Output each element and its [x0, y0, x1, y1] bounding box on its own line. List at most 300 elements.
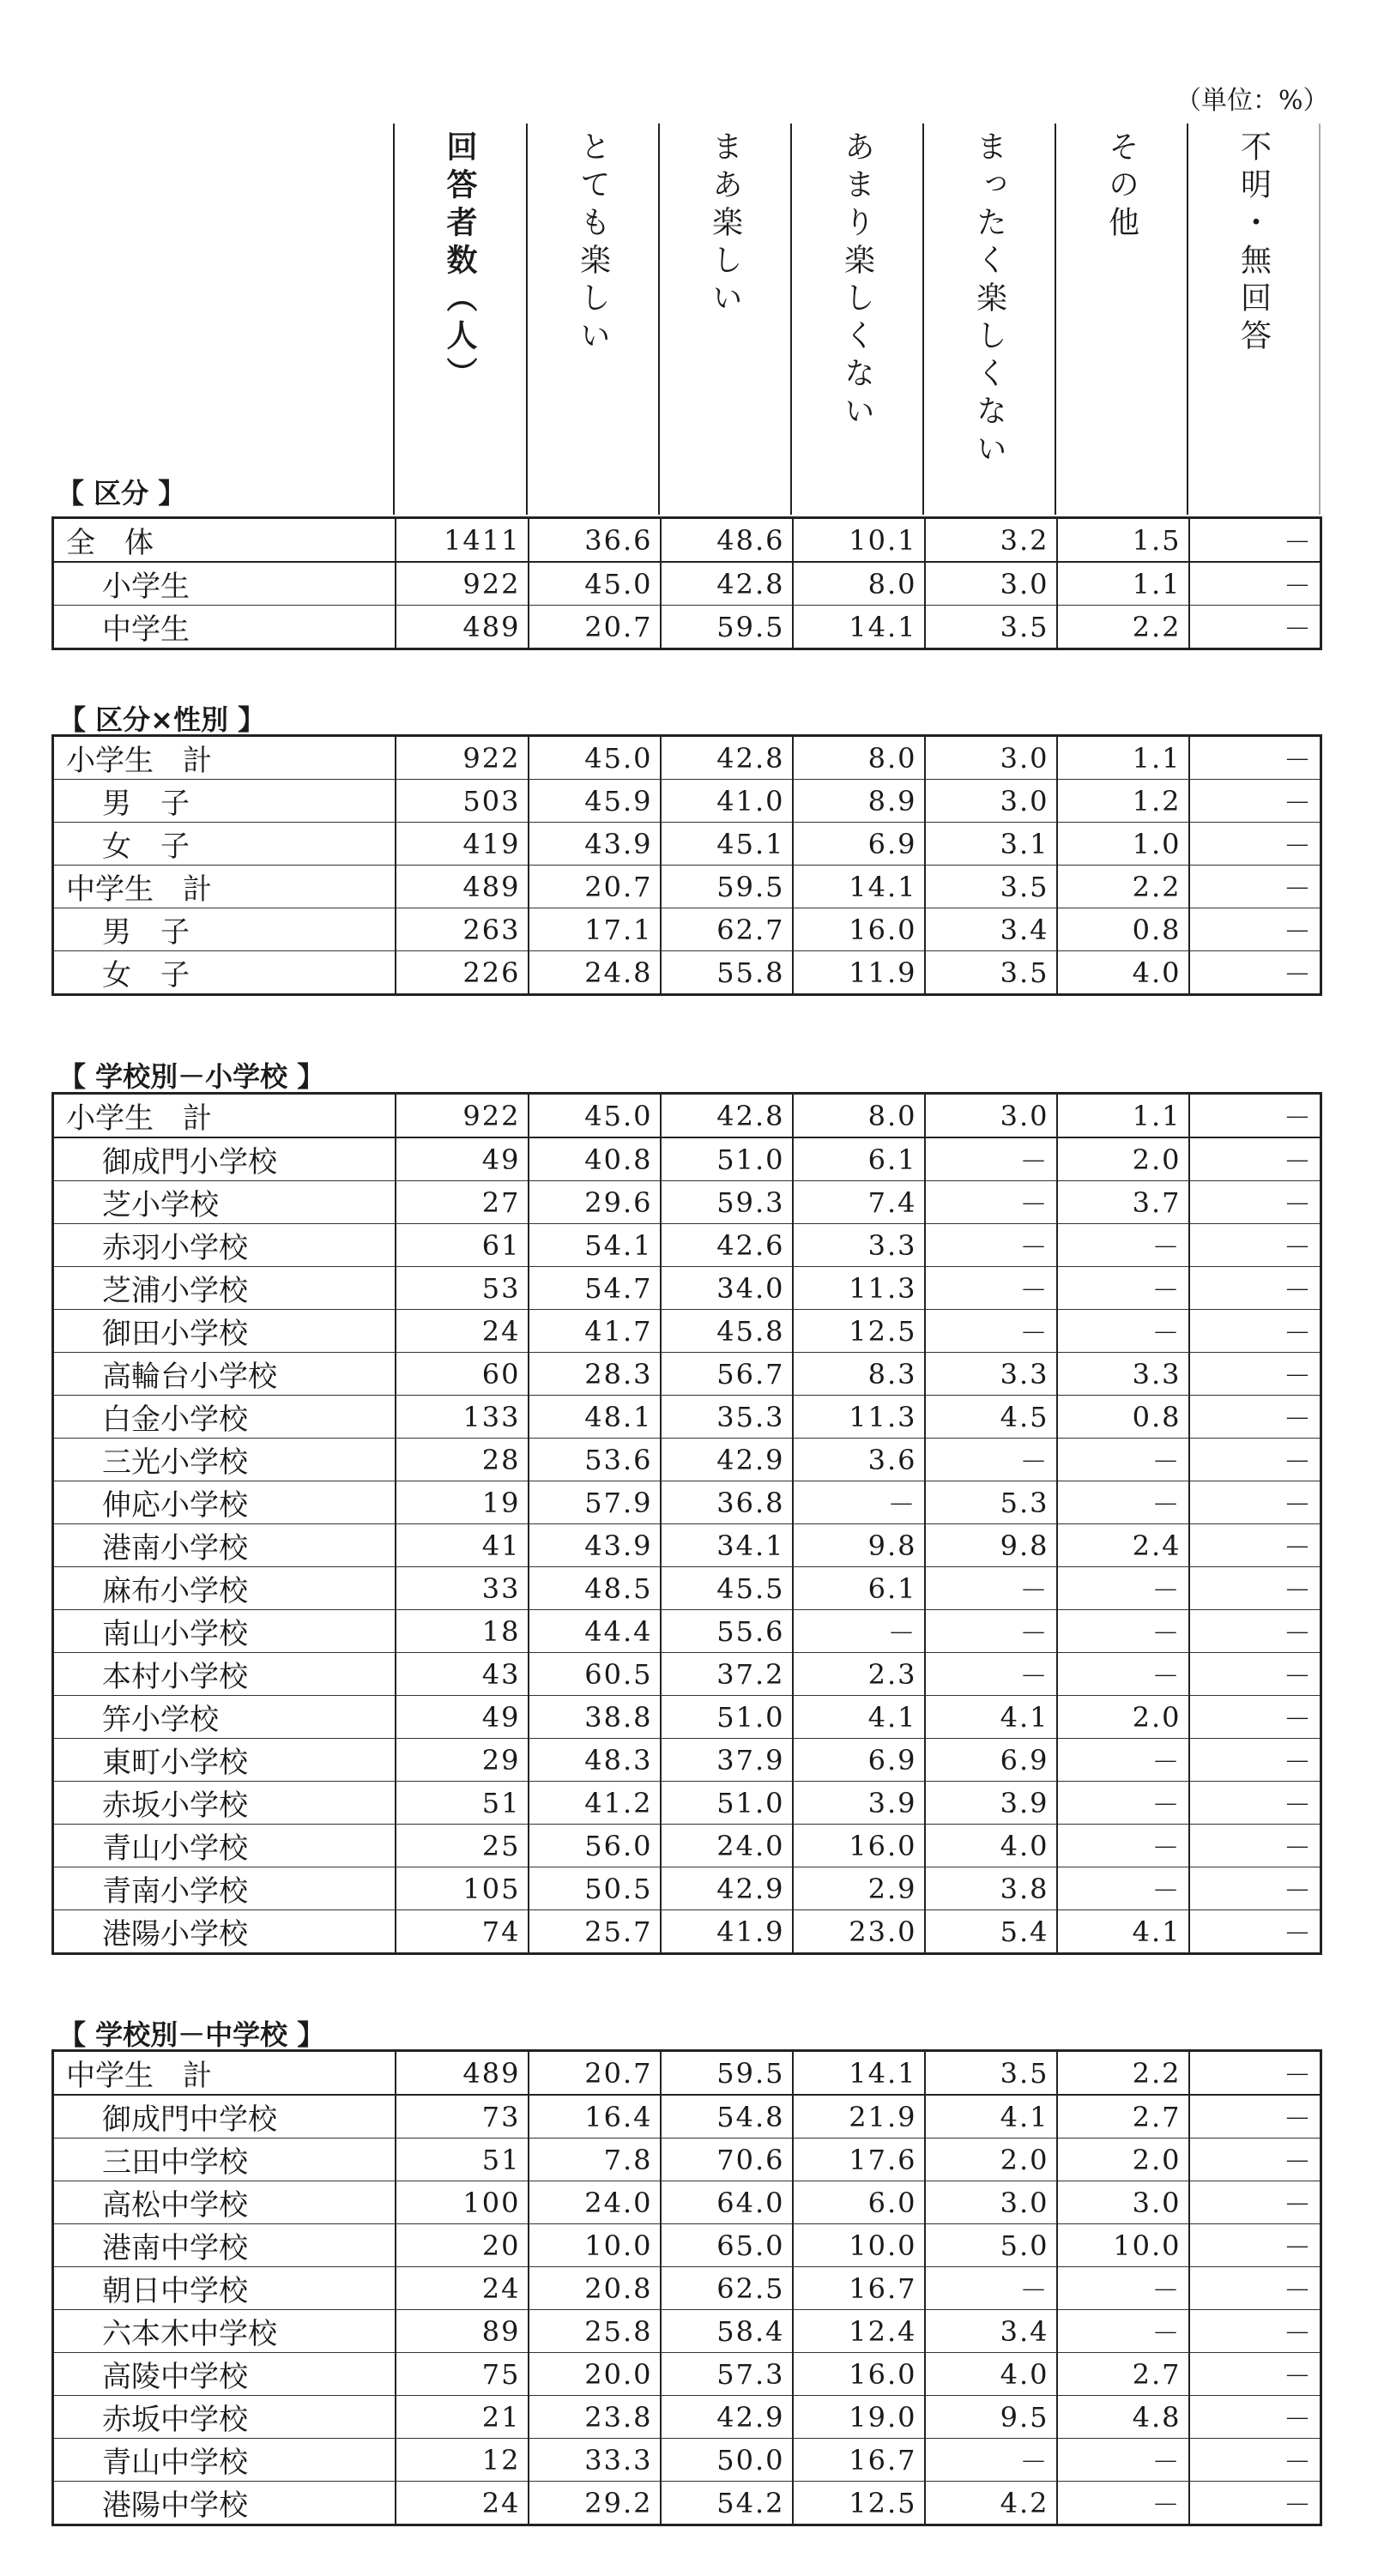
- value-cell: 3.0: [925, 736, 1057, 780]
- value-cell: 10.1: [793, 518, 925, 563]
- value-cell: 24.0: [529, 2181, 661, 2224]
- value-cell: 20: [396, 2224, 529, 2267]
- value-cell: 89: [396, 2310, 529, 2353]
- value-cell: 62.7: [661, 908, 793, 951]
- value-cell: －: [1189, 2051, 1321, 2096]
- value-cell: 2.0: [925, 2139, 1057, 2181]
- value-cell: 16.0: [793, 2353, 925, 2396]
- table-row: [53, 1825, 1321, 1867]
- row-label: 港陽中学校: [53, 2482, 396, 2525]
- value-cell: －: [1189, 2181, 1321, 2224]
- value-cell: 922: [396, 1094, 529, 1138]
- value-cell: 5.0: [925, 2224, 1057, 2267]
- value-cell: 419: [396, 823, 529, 866]
- value-cell: －: [1189, 1825, 1321, 1867]
- value-cell: 51.0: [661, 1137, 793, 1181]
- value-cell: 4.2: [925, 2482, 1057, 2525]
- value-cell: －: [1189, 1481, 1321, 1524]
- value-cell: 49: [396, 1696, 529, 1739]
- value-cell: 19.0: [793, 2396, 925, 2439]
- table-row: [53, 1910, 1321, 1954]
- table-row: [53, 2051, 1321, 2096]
- value-cell: 3.0: [925, 562, 1057, 606]
- section-label: 【 学校別－中学校 】: [58, 2018, 325, 2051]
- row-label: 赤羽小学校: [53, 1224, 396, 1267]
- value-cell: 33: [396, 1567, 529, 1610]
- value-cell: －: [1189, 823, 1321, 866]
- value-cell: 3.0: [925, 2181, 1057, 2224]
- row-label: 赤坂小学校: [53, 1782, 396, 1825]
- value-cell: 51.0: [661, 1782, 793, 1825]
- row-label: 芝小学校: [53, 1181, 396, 1224]
- value-cell: 16.7: [793, 2439, 925, 2482]
- table-row: [53, 2396, 1321, 2439]
- value-cell: －: [1189, 1094, 1321, 1138]
- value-cell: －: [1057, 1481, 1189, 1524]
- value-cell: 4.1: [1057, 1910, 1189, 1954]
- value-cell: 42.8: [661, 1094, 793, 1138]
- column-header-not-very-fun: あまり楽しくない: [791, 124, 923, 515]
- value-cell: 51: [396, 2139, 529, 2181]
- value-cell: 489: [396, 2051, 529, 2096]
- value-cell: 44.4: [529, 1610, 661, 1653]
- value-cell: －: [925, 1267, 1057, 1310]
- value-cell: 29.6: [529, 1181, 661, 1224]
- value-cell: 41.0: [661, 780, 793, 823]
- value-cell: 23.8: [529, 2396, 661, 2439]
- value-cell: 37.2: [661, 1653, 793, 1696]
- value-cell: 2.2: [1057, 606, 1189, 649]
- table-row: [53, 1567, 1321, 1610]
- value-cell: －: [1189, 780, 1321, 823]
- table-row: [53, 562, 1321, 606]
- value-cell: 11.3: [793, 1267, 925, 1310]
- section-table: [51, 1092, 1322, 1955]
- value-cell: 4.1: [793, 1696, 925, 1739]
- value-cell: －: [1057, 2439, 1189, 2482]
- value-cell: 54.1: [529, 1224, 661, 1267]
- value-cell: 2.4: [1057, 1524, 1189, 1567]
- value-cell: 61: [396, 1224, 529, 1267]
- value-cell: －: [925, 1610, 1057, 1653]
- value-cell: 70.6: [661, 2139, 793, 2181]
- table-row: [53, 1524, 1321, 1567]
- value-cell: 4.0: [925, 2353, 1057, 2396]
- value-cell: 45.9: [529, 780, 661, 823]
- value-cell: 24.0: [661, 1825, 793, 1867]
- section-label: 【 学校別－小学校 】: [58, 1060, 325, 1093]
- value-cell: 14.1: [793, 606, 925, 649]
- value-cell: 28: [396, 1439, 529, 1481]
- section-label: 【 区分×性別 】: [58, 703, 266, 736]
- value-cell: －: [1189, 1696, 1321, 1739]
- value-cell: 105: [396, 1867, 529, 1910]
- value-cell: 48.6: [661, 518, 793, 563]
- value-cell: 489: [396, 606, 529, 649]
- value-cell: 922: [396, 736, 529, 780]
- value-cell: －: [1057, 1867, 1189, 1910]
- value-cell: －: [1189, 2224, 1321, 2267]
- value-cell: 24: [396, 1310, 529, 1353]
- value-cell: 7.8: [529, 2139, 661, 2181]
- row-label: 御成門中学校: [53, 2095, 396, 2139]
- row-label: 赤坂中学校: [53, 2396, 396, 2439]
- value-cell: 38.8: [529, 1696, 661, 1739]
- value-cell: －: [1189, 1224, 1321, 1267]
- value-cell: 42.6: [661, 1224, 793, 1267]
- value-cell: 25: [396, 1825, 529, 1867]
- row-label: 男 子: [53, 908, 396, 951]
- value-cell: －: [1189, 606, 1321, 649]
- value-cell: 60.5: [529, 1653, 661, 1696]
- row-label: 男 子: [53, 780, 396, 823]
- row-label: 朝日中学校: [53, 2267, 396, 2310]
- row-label: 伸応小学校: [53, 1481, 396, 1524]
- row-label: 青山小学校: [53, 1825, 396, 1867]
- value-cell: 73: [396, 2095, 529, 2139]
- value-cell: 6.9: [793, 1739, 925, 1782]
- value-cell: 25.8: [529, 2310, 661, 2353]
- row-label: 六本木中学校: [53, 2310, 396, 2353]
- table-row: [53, 2181, 1321, 2224]
- table-row: [53, 908, 1321, 951]
- value-cell: 24: [396, 2482, 529, 2525]
- value-cell: －: [1189, 2095, 1321, 2139]
- value-cell: －: [925, 2439, 1057, 2482]
- value-cell: －: [1189, 866, 1321, 908]
- table-row: [53, 2439, 1321, 2482]
- value-cell: 45.8: [661, 1310, 793, 1353]
- value-cell: 1411: [396, 518, 529, 563]
- value-cell: 55.8: [661, 951, 793, 995]
- table-row: [53, 1267, 1321, 1310]
- value-cell: －: [793, 1481, 925, 1524]
- value-cell: 16.0: [793, 908, 925, 951]
- value-cell: 2.7: [1057, 2353, 1189, 2396]
- value-cell: 2.2: [1057, 2051, 1189, 2096]
- row-label: 高輪台小学校: [53, 1353, 396, 1396]
- row-label: 中学生: [53, 606, 396, 649]
- value-cell: 16.7: [793, 2267, 925, 2310]
- table-row: [53, 606, 1321, 649]
- row-label: 御成門小学校: [53, 1137, 396, 1181]
- value-cell: －: [1189, 908, 1321, 951]
- value-cell: －: [1057, 2267, 1189, 2310]
- row-label: 小学生 計: [53, 1094, 396, 1138]
- value-cell: 1.0: [1057, 823, 1189, 866]
- value-cell: 10.0: [529, 2224, 661, 2267]
- value-cell: －: [1057, 1653, 1189, 1696]
- value-cell: 42.9: [661, 2396, 793, 2439]
- value-cell: 3.3: [925, 1353, 1057, 1396]
- row-label: 三田中学校: [53, 2139, 396, 2181]
- value-cell: 24: [396, 2267, 529, 2310]
- table-row: [53, 1696, 1321, 1739]
- row-label: 小学生 計: [53, 736, 396, 780]
- value-cell: 74: [396, 1910, 529, 1954]
- value-cell: 56.7: [661, 1353, 793, 1396]
- value-cell: 1.5: [1057, 518, 1189, 563]
- value-cell: 3.5: [925, 2051, 1057, 2096]
- value-cell: 54.8: [661, 2095, 793, 2139]
- value-cell: 16.0: [793, 1825, 925, 1867]
- value-cell: 23.0: [793, 1910, 925, 1954]
- value-cell: －: [925, 1439, 1057, 1481]
- value-cell: －: [1189, 1310, 1321, 1353]
- value-cell: 3.1: [925, 823, 1057, 866]
- value-cell: －: [1057, 1610, 1189, 1653]
- section-label: 【 区分 】: [57, 477, 186, 510]
- value-cell: 50.5: [529, 1867, 661, 1910]
- value-cell: 2.2: [1057, 866, 1189, 908]
- row-label: 南山小学校: [53, 1610, 396, 1653]
- row-label: 中学生 計: [53, 866, 396, 908]
- unit-label: （単位：%）: [1175, 86, 1329, 116]
- value-cell: －: [1057, 2310, 1189, 2353]
- value-cell: －: [1189, 1653, 1321, 1696]
- value-cell: －: [1057, 1439, 1189, 1481]
- value-cell: 45.0: [529, 736, 661, 780]
- value-cell: 2.0: [1057, 1696, 1189, 1739]
- value-cell: －: [1057, 1267, 1189, 1310]
- value-cell: 59.5: [661, 866, 793, 908]
- value-cell: 14.1: [793, 2051, 925, 2096]
- value-cell: 3.0: [925, 780, 1057, 823]
- value-cell: 3.5: [925, 866, 1057, 908]
- column-header: [51, 124, 1321, 515]
- value-cell: 2.3: [793, 1653, 925, 1696]
- value-cell: 922: [396, 562, 529, 606]
- value-cell: 10.0: [793, 2224, 925, 2267]
- value-cell: 34.0: [661, 1267, 793, 1310]
- value-cell: －: [1189, 736, 1321, 780]
- value-cell: 12.5: [793, 1310, 925, 1353]
- row-label: 全 体: [53, 518, 396, 563]
- value-cell: －: [1189, 1524, 1321, 1567]
- value-cell: 14.1: [793, 866, 925, 908]
- column-header-fairly-fun: まあ楽しい: [659, 124, 791, 515]
- value-cell: 43: [396, 1653, 529, 1696]
- table-row: [53, 2267, 1321, 2310]
- value-cell: －: [1189, 518, 1321, 563]
- value-cell: 6.9: [793, 823, 925, 866]
- value-cell: 100: [396, 2181, 529, 2224]
- table-row: [53, 951, 1321, 995]
- row-label: 東町小学校: [53, 1739, 396, 1782]
- value-cell: －: [1189, 1910, 1321, 1954]
- table-row: [53, 1310, 1321, 1353]
- value-cell: 29: [396, 1739, 529, 1782]
- table-row: [53, 2139, 1321, 2181]
- value-cell: 49: [396, 1137, 529, 1181]
- table-row: [53, 2482, 1321, 2525]
- value-cell: 56.0: [529, 1825, 661, 1867]
- value-cell: 55.6: [661, 1610, 793, 1653]
- table-row: [53, 1094, 1321, 1138]
- value-cell: 7.4: [793, 1181, 925, 1224]
- value-cell: 9.8: [793, 1524, 925, 1567]
- value-cell: －: [1189, 951, 1321, 995]
- value-cell: －: [925, 1653, 1057, 1696]
- value-cell: －: [925, 1224, 1057, 1267]
- value-cell: 0.8: [1057, 1396, 1189, 1439]
- value-cell: 42.9: [661, 1439, 793, 1481]
- value-cell: 21.9: [793, 2095, 925, 2139]
- table-row: [53, 780, 1321, 823]
- value-cell: －: [1189, 562, 1321, 606]
- value-cell: 3.2: [925, 518, 1057, 563]
- value-cell: 12.5: [793, 2482, 925, 2525]
- value-cell: －: [1189, 2267, 1321, 2310]
- value-cell: 21: [396, 2396, 529, 2439]
- value-cell: 45.0: [529, 562, 661, 606]
- value-cell: 53: [396, 1267, 529, 1310]
- section-table: [51, 734, 1322, 996]
- value-cell: 12: [396, 2439, 529, 2482]
- table-row: [53, 1353, 1321, 1396]
- value-cell: 3.9: [925, 1782, 1057, 1825]
- value-cell: 27: [396, 1181, 529, 1224]
- value-cell: 4.1: [925, 1696, 1057, 1739]
- value-cell: －: [1189, 2139, 1321, 2181]
- value-cell: 33.3: [529, 2439, 661, 2482]
- value-cell: 4.1: [925, 2095, 1057, 2139]
- value-cell: －: [925, 1181, 1057, 1224]
- table-row: [53, 2095, 1321, 2139]
- row-label: 青山中学校: [53, 2439, 396, 2482]
- value-cell: 18: [396, 1610, 529, 1653]
- value-cell: 43.9: [529, 823, 661, 866]
- value-cell: －: [1189, 1181, 1321, 1224]
- column-header-unknown: 不明・無回答: [1188, 124, 1320, 515]
- table-row: [53, 823, 1321, 866]
- value-cell: 45.1: [661, 823, 793, 866]
- value-cell: 1.2: [1057, 780, 1189, 823]
- row-label: 港南小学校: [53, 1524, 396, 1567]
- table-row: [53, 1782, 1321, 1825]
- value-cell: 9.5: [925, 2396, 1057, 2439]
- value-cell: 64.0: [661, 2181, 793, 2224]
- value-cell: －: [1189, 1439, 1321, 1481]
- value-cell: 42.8: [661, 736, 793, 780]
- value-cell: －: [1057, 1567, 1189, 1610]
- value-cell: 36.8: [661, 1481, 793, 1524]
- value-cell: －: [1057, 1224, 1189, 1267]
- value-cell: 48.5: [529, 1567, 661, 1610]
- value-cell: 3.5: [925, 606, 1057, 649]
- table-row: [53, 1181, 1321, 1224]
- value-cell: －: [925, 1137, 1057, 1181]
- table-row: [53, 1739, 1321, 1782]
- value-cell: 41.2: [529, 1782, 661, 1825]
- row-label: 港南中学校: [53, 2224, 396, 2267]
- value-cell: 489: [396, 866, 529, 908]
- value-cell: 48.3: [529, 1739, 661, 1782]
- value-cell: 263: [396, 908, 529, 951]
- column-header-respondents: 回答者数（人）: [394, 124, 527, 515]
- value-cell: 8.0: [793, 562, 925, 606]
- value-cell: 25.7: [529, 1910, 661, 1954]
- value-cell: 133: [396, 1396, 529, 1439]
- value-cell: －: [1189, 1867, 1321, 1910]
- column-header-not-fun-at-all: まったく楽しくない: [923, 124, 1055, 515]
- value-cell: 75: [396, 2353, 529, 2396]
- value-cell: 2.9: [793, 1867, 925, 1910]
- table-row: [53, 736, 1321, 780]
- value-cell: 3.9: [793, 1782, 925, 1825]
- value-cell: 24.8: [529, 951, 661, 995]
- value-cell: 4.0: [1057, 951, 1189, 995]
- value-cell: －: [1057, 1739, 1189, 1782]
- value-cell: －: [1189, 1137, 1321, 1181]
- value-cell: 12.4: [793, 2310, 925, 2353]
- value-cell: 62.5: [661, 2267, 793, 2310]
- value-cell: 53.6: [529, 1439, 661, 1481]
- table-row: [53, 2310, 1321, 2353]
- value-cell: 3.0: [1057, 2181, 1189, 2224]
- value-cell: 57.9: [529, 1481, 661, 1524]
- table-row: [53, 1653, 1321, 1696]
- value-cell: 3.3: [1057, 1353, 1189, 1396]
- value-cell: 60: [396, 1353, 529, 1396]
- value-cell: 40.8: [529, 1137, 661, 1181]
- value-cell: －: [1189, 2396, 1321, 2439]
- value-cell: 3.4: [925, 2310, 1057, 2353]
- value-cell: －: [1189, 1353, 1321, 1396]
- value-cell: 4.5: [925, 1396, 1057, 1439]
- value-cell: 9.8: [925, 1524, 1057, 1567]
- value-cell: 28.3: [529, 1353, 661, 1396]
- value-cell: 6.1: [793, 1137, 925, 1181]
- value-cell: 3.8: [925, 1867, 1057, 1910]
- value-cell: －: [1189, 1610, 1321, 1653]
- row-label: 白金小学校: [53, 1396, 396, 1439]
- value-cell: 54.7: [529, 1267, 661, 1310]
- value-cell: －: [1189, 2482, 1321, 2525]
- value-cell: －: [1189, 2353, 1321, 2396]
- header-label-cell: [51, 124, 394, 515]
- row-label: 女 子: [53, 951, 396, 995]
- section-table: [51, 2049, 1322, 2526]
- value-cell: 16.4: [529, 2095, 661, 2139]
- row-label: 本村小学校: [53, 1653, 396, 1696]
- value-cell: 37.9: [661, 1739, 793, 1782]
- value-cell: 59.5: [661, 2051, 793, 2096]
- value-cell: －: [1189, 1782, 1321, 1825]
- row-label: 女 子: [53, 823, 396, 866]
- table-row: [53, 866, 1321, 908]
- table-row: [53, 2353, 1321, 2396]
- value-cell: 17.6: [793, 2139, 925, 2181]
- value-cell: 3.4: [925, 908, 1057, 951]
- row-label: 三光小学校: [53, 1439, 396, 1481]
- value-cell: 43.9: [529, 1524, 661, 1567]
- value-cell: 2.0: [1057, 1137, 1189, 1181]
- value-cell: 1.1: [1057, 1094, 1189, 1138]
- value-cell: 10.0: [1057, 2224, 1189, 2267]
- value-cell: 3.0: [925, 1094, 1057, 1138]
- value-cell: 226: [396, 951, 529, 995]
- value-cell: 45.0: [529, 1094, 661, 1138]
- value-cell: 35.3: [661, 1396, 793, 1439]
- value-cell: 20.7: [529, 606, 661, 649]
- table-row: [53, 1439, 1321, 1481]
- value-cell: 45.5: [661, 1567, 793, 1610]
- column-header-very-fun: とても楽しい: [527, 124, 659, 515]
- value-cell: 51: [396, 1782, 529, 1825]
- value-cell: 1.1: [1057, 562, 1189, 606]
- value-cell: 8.3: [793, 1353, 925, 1396]
